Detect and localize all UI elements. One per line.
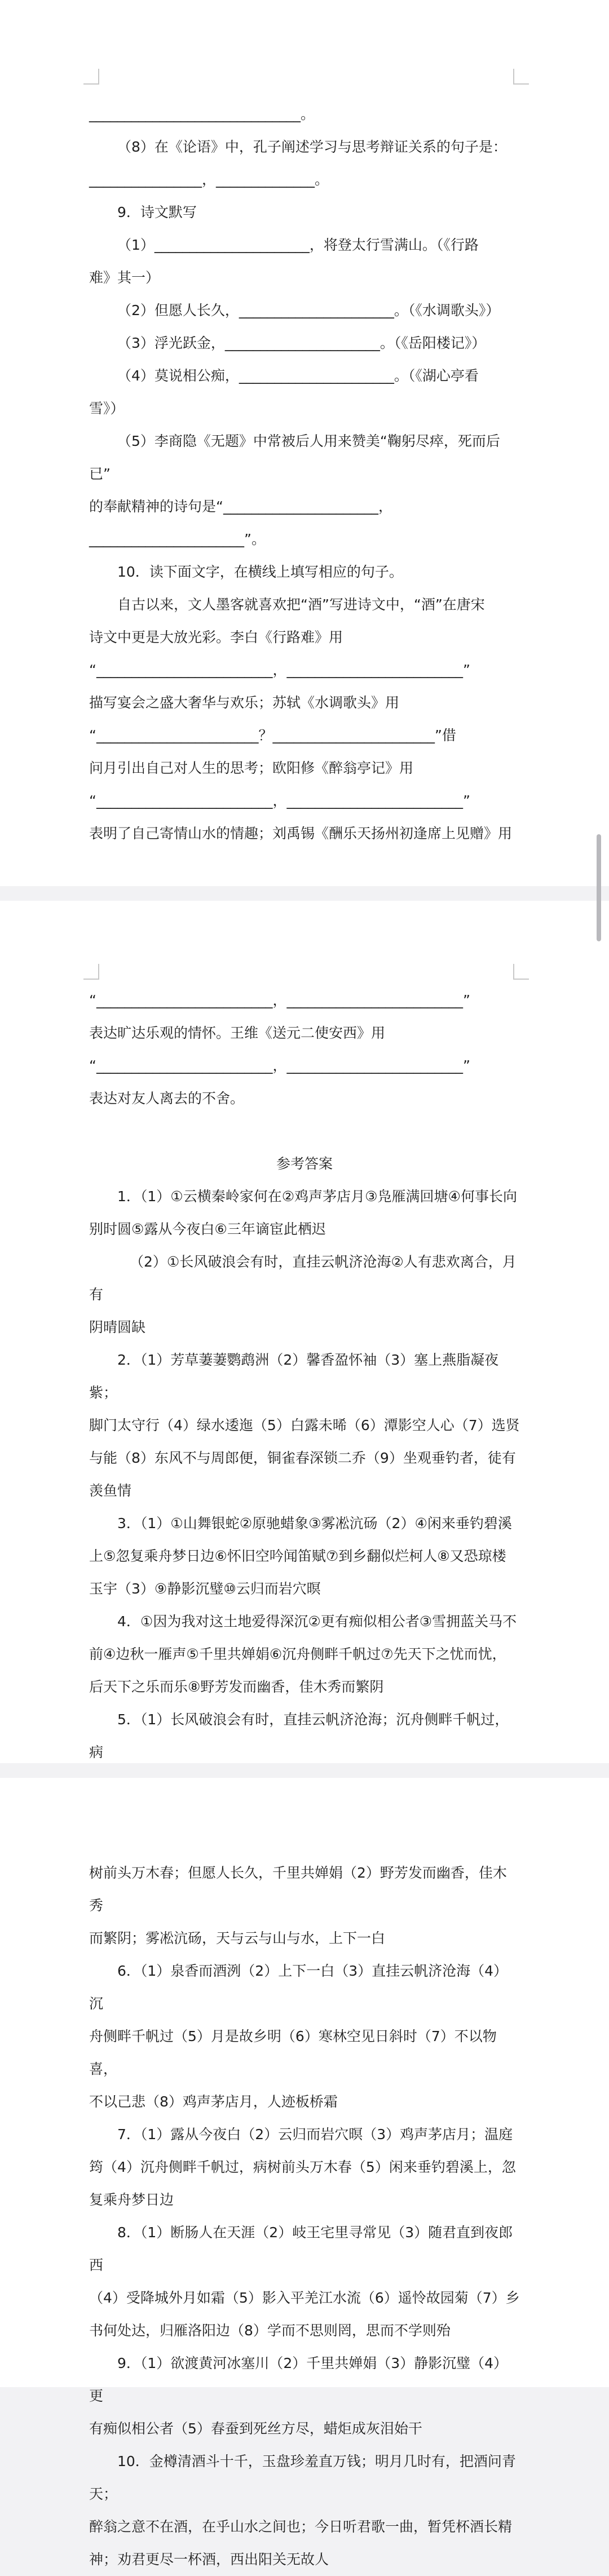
answer-line: 10．金樽清酒斗十千，玉盘珍羞直万钱；明月几时有，把酒问青天； [89,2453,516,2502]
answer-line: 而繁阴；雾凇沆砀，天与云与山与水，上下一白 [89,1930,386,1946]
answer-line: 有痴似相公者（5）春蚕到死丝方尽，蜡炬成灰泪始干 [89,2420,422,2437]
text-line: （8）在《论语》中，孔子阐述学习与思考辩证关系的句子是： [117,139,507,155]
text-line: ______________________________。 [89,106,315,122]
text-line: “_________________________，_________________________” [89,793,470,809]
answer-line: 别时圆⑤露从今夜白⑥三年谪宦此栖迟 [89,1221,326,1237]
margin-corner-top-right [513,69,529,85]
document-page-2 [0,901,609,1763]
text-line: （5）李商隐《无题》中常被后人用来赞美“鞠躬尽瘁，死而后已” [89,433,500,482]
answer-line: 8．（1）断肠人在天涯（2）岐王宅里寻常见（3）随君直到夜郎西 [89,2224,513,2273]
text-line: 的奉献精神的诗句是“______________________， [89,498,392,515]
text-line: 问月引出自己对人生的思考；欧阳修《醉翁亭记》用 [89,760,414,776]
text-line: ________________，______________。 [89,171,329,188]
text-line: 描写宴会之盛大奢华与欢乐；苏轼《水调歌头》用 [89,694,400,711]
text-line: ______________________”。 [89,531,266,547]
section-heading: 9．诗文默写 [117,204,197,220]
answer-line: 脚门太守行（4）绿水逶迤（5）白露未晞（6）潭影空人心（7）选贤 [89,1417,520,1433]
answer-line: 5．（1）长风破浪会有时，直挂云帆济沧海；沉舟侧畔千帆过，病 [89,1711,509,1760]
answer-line: 9．（1）欲渡黄河冰塞川（2）千里共婵娟（3）静影沉璧（4）更 [89,2355,508,2404]
answer-line: 4．①因为我对这土地爱得深沉②更有痴似相公者③雪拥蓝关马不 [117,1613,517,1630]
margin-corner-top-left [83,69,99,85]
answer-line: 阴晴圆缺 [89,1319,146,1335]
text-line: 表明了自己寄情山水的情趣；刘禹锡《酬乐天扬州初逢席上见赠》用 [89,825,513,842]
answer-line: 7．（1）露从今夜白（2）云归而岩穴暝（3）鸡声茅店月；温庭 [117,2126,513,2143]
answers-title: 参考答案 [276,1156,333,1172]
page-3-text [89,1857,520,2576]
text-line: 自古以来，文人墨客就喜欢把“酒”写进诗文中，“酒”在唐宋 [117,596,485,613]
page-2-text [89,984,520,1769]
answer-line: 上⑤忽复乘舟梦日边⑥怀旧空吟闻笛赋⑦到乡翻似烂柯人⑧又恐琼楼 [89,1548,506,1564]
answer-line: 2．（1）芳草萋萋鹦鹉洲（2）馨香盈怀袖（3）塞上燕脂凝夜紫； [89,1352,499,1401]
answer-line: 1．（1）①云横秦岭家何在②鸡声茅店月③凫雁满回塘④何事长向 [117,1188,517,1205]
answer-line: 神；劝君更尽一杯酒，西出阳关无故人 [89,2551,329,2568]
text-line: 表达对友人离去的不舍。 [89,1090,245,1106]
answer-line: 舟侧畔千帆过（5）月是故乡明（6）寒林空见日斜时（7）不以物喜， [89,2028,497,2077]
answer-line: 6．（1）泉香而酒洌（2）上下一白（3）直挂云帆济沧海（4）沉 [89,1963,508,2012]
vertical-scrollbar-thumb[interactable] [597,834,601,941]
answer-line: 羡鱼情 [89,1482,132,1499]
answer-line: 醉翁之意不在酒，在乎山水之间也；今日听君歌一曲，暂凭杯酒长精 [89,2519,513,2535]
margin-corner-top-left [83,964,99,980]
text-line: 表达旷达乐观的情怀。王维《送元二使安西》用 [89,1025,386,1041]
answer-line: 3．（1）①山舞银蛇②原驰蜡象③雾凇沆砀（2）④闲来垂钓碧溪 [117,1515,512,1532]
margin-corner-top-right [513,964,529,980]
answer-line: 书何处达，归雁洛阳边（8）学而不思则罔，思而不学则殆 [89,2322,451,2339]
answer-line: （4）受降城外月如霜（5）影入平羌江水流（6）遥怜故园菊（7）乡 [89,2290,520,2306]
text-line: 雪》） [89,400,125,417]
text-line: “_______________________？_______________________”借 [89,727,456,743]
text-line: 难》其一） [89,269,160,286]
page-1-text [89,98,520,850]
text-line: “_________________________，_________________________” [89,662,470,678]
text-line: （1）______________________，将登太行雪满山。（《行路 [117,237,479,253]
text-line: “_________________________，_________________________” [89,992,470,1008]
answer-line: 筠（4）沉舟侧畔千帆过，病树前头万木春（5）闲来垂钓碧溪上，忽 [89,2159,516,2175]
answer-line: 玉宇（3）⑨静影沉璧⑩云归而岩穴暝 [89,1581,321,1597]
answer-line: 与能（8）东风不与周郎便，铜雀春深锁二乔（9）坐观垂钓者，徒有 [89,1450,516,1466]
answer-line: 前④边秋一雁声⑤千里共婵娟⑥沉舟侧畔千帆过⑦先天下之忧而忧， [89,1646,506,1662]
document-page-3 [0,1778,609,2568]
section-heading: 10．读下面文字，在横线上填写相应的句子。 [117,564,403,580]
text-line: （2）但愿人长久，______________________。（《水调歌头》） [117,302,500,318]
document-page-1 [0,0,609,886]
answer-line: 树前头万木春；但愿人长久，千里共婵娟（2）野芳发而幽香，佳木秀 [89,1865,507,1914]
text-line: “_________________________，_________________________” [89,1057,470,1074]
answer-line: 复乘舟梦日边 [89,2192,174,2208]
answer-line: 后天下之乐而乐⑧野芳发而幽香，佳木秀而繁阴 [89,1679,384,1695]
text-line: （4）莫说相公痴，______________________。（《湖心亭看 [117,368,479,384]
answer-line: （2）①长风破浪会有时，直挂云帆济沧海②人有悲欢离合，月有 [89,1254,517,1303]
text-line: 诗文中更是大放光彩。李白《行路难》用 [89,629,343,645]
answer-line: 不以己悲（8）鸡声茅店月，人迹板桥霜 [89,2093,338,2110]
text-line: （3）浮光跃金，______________________。（《岳阳楼记》） [117,335,486,351]
spacer [89,1115,520,1148]
